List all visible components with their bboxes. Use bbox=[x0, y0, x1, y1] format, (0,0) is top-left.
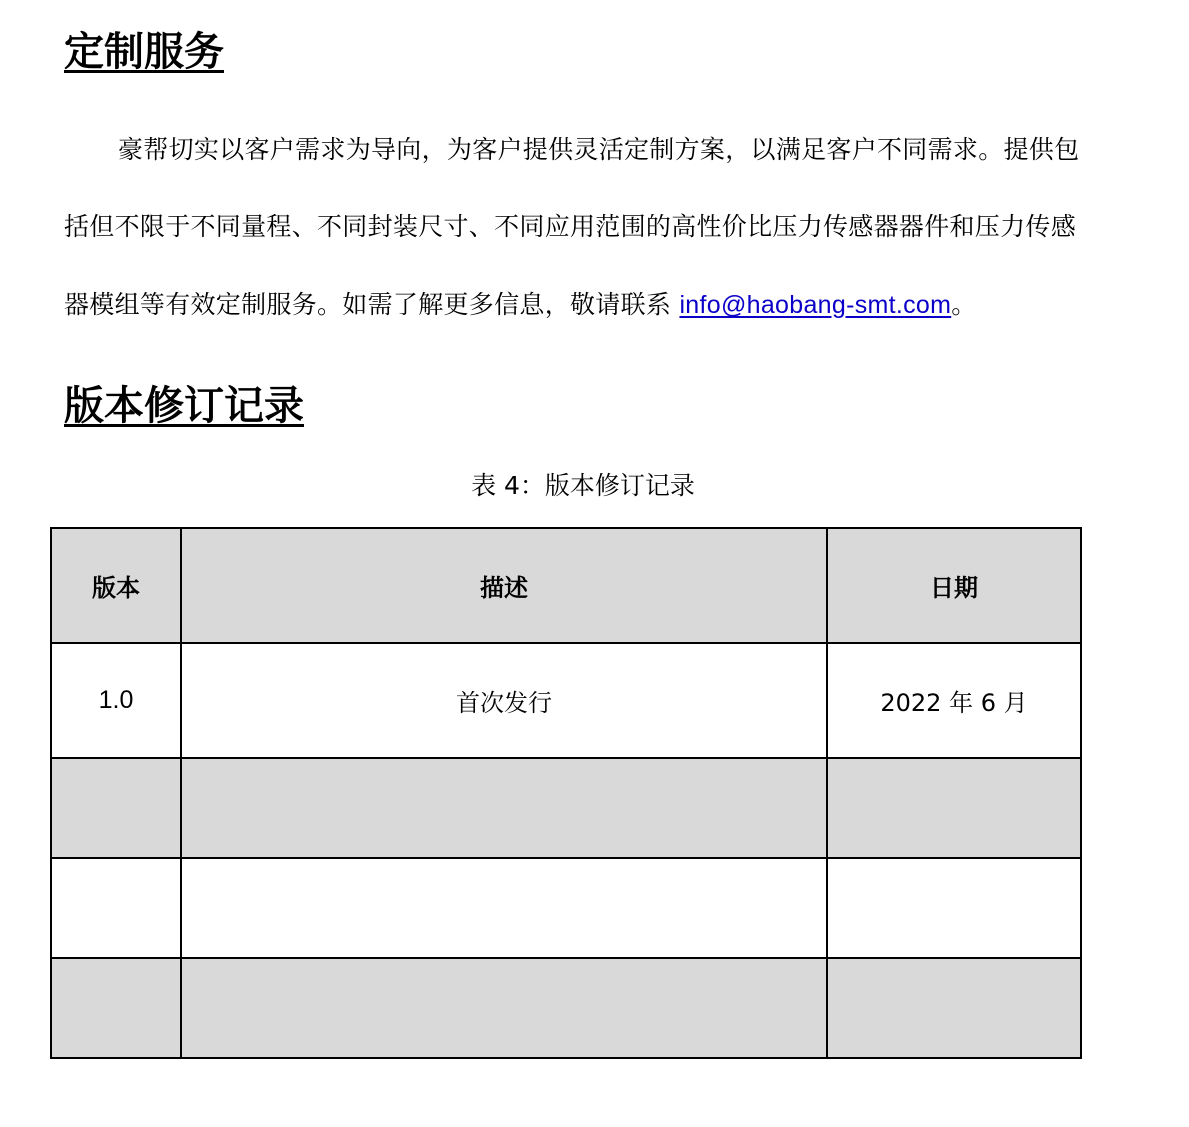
section-heading-revision-history: 版本修订记录 bbox=[64, 383, 304, 429]
paragraph-line-1: 豪帮切实以客户需求为导向，为客户提供灵活定制方案，以满足客户不同需求。提供包 bbox=[118, 135, 1080, 164]
cell-version bbox=[51, 958, 181, 1058]
table-row bbox=[51, 958, 1081, 1058]
cell-date: 2022 年 6 月 bbox=[827, 643, 1081, 758]
cell-description bbox=[181, 758, 827, 858]
paragraph-line-3-text: 器模组等有效定制服务。如需了解更多信息，敬请联系 bbox=[64, 290, 680, 319]
cell-date bbox=[827, 958, 1081, 1058]
cell-date bbox=[827, 758, 1081, 858]
header-version: 版本 bbox=[51, 528, 181, 643]
table-caption: 表 4：版本修订记录 bbox=[471, 471, 695, 500]
paragraph-line-2: 括但不限于不同量程、不同封装尺寸、不同应用范围的高性价比压力传感器器件和压力传感 bbox=[64, 212, 1077, 241]
section-heading-custom-service: 定制服务 bbox=[64, 29, 224, 75]
header-date: 日期 bbox=[827, 528, 1081, 643]
cell-description bbox=[181, 958, 827, 1058]
table-row bbox=[51, 758, 1081, 858]
contact-email-link[interactable]: info@haobang-smt.com bbox=[679, 291, 952, 319]
table-row bbox=[51, 643, 1081, 758]
paragraph-end-punct: 。 bbox=[951, 290, 977, 319]
table-row bbox=[51, 858, 1081, 958]
cell-description bbox=[181, 858, 827, 958]
cell-date bbox=[827, 858, 1081, 958]
cell-version bbox=[51, 858, 181, 958]
cell-version bbox=[51, 758, 181, 858]
paragraph-line-3 bbox=[64, 290, 977, 320]
cell-description: 首次发行 bbox=[181, 643, 827, 758]
revision-table bbox=[50, 527, 1082, 1059]
cell-version: 1.0 bbox=[51, 643, 181, 758]
table-header-row bbox=[51, 528, 1081, 643]
header-description: 描述 bbox=[181, 528, 827, 643]
